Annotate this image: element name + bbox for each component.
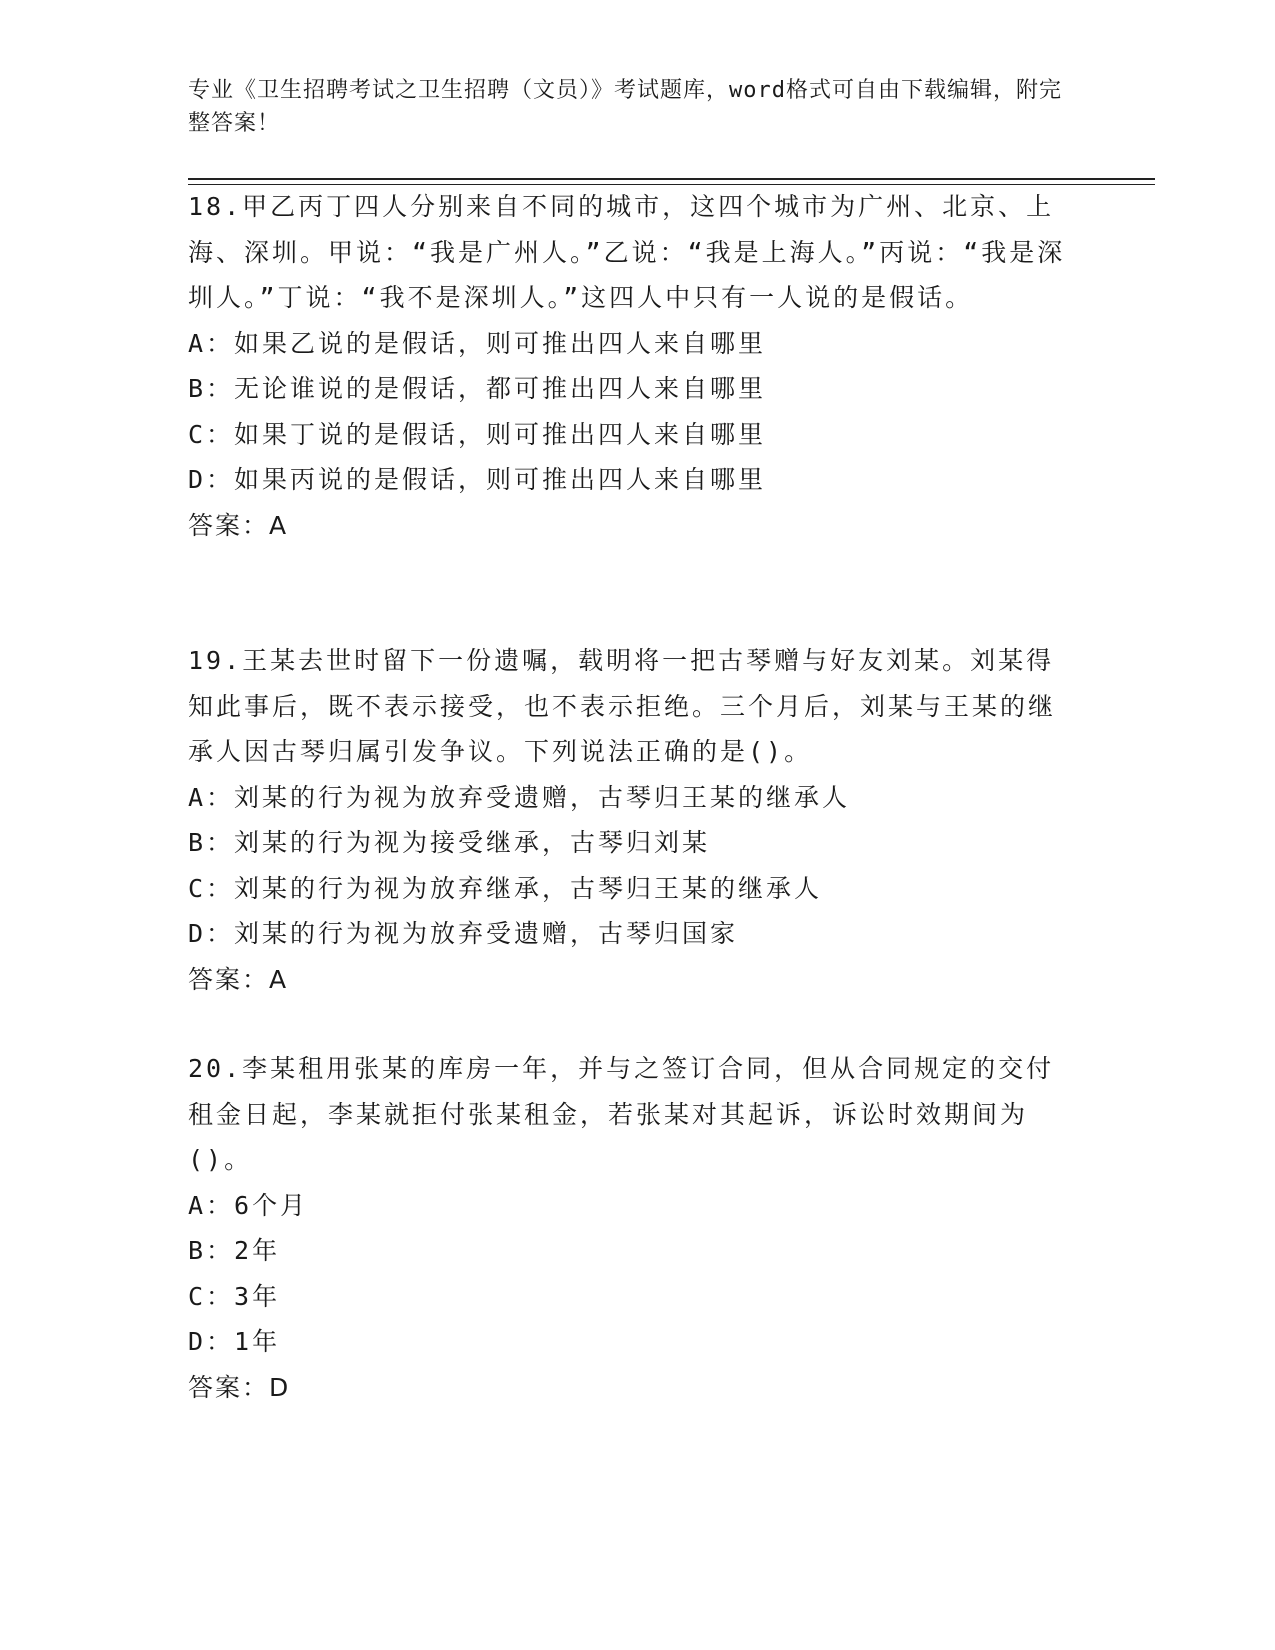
question-18 xyxy=(188,184,1068,548)
question-19 xyxy=(188,638,1068,1002)
option-a: A：刘某的行为视为放弃受遗赠，古琴归王某的继承人 xyxy=(188,782,851,812)
option-d: D：1年 xyxy=(188,1327,281,1356)
option-b: B：无论谁说的是假话，都可推出四人来自哪里 xyxy=(188,374,767,403)
question-stem: 20.李某租用张某的库房一年，并与之签订合同，但从合同规定的交付租金日起，李某就拒付张某租金，若张某对其起诉，诉讼时效期间为()。 xyxy=(188,1054,1055,1174)
question-stem: 19.王某去世时留下一份遗嘱，载明将一把古琴赠与好友刘某。刘某得知此事后，既不表示接受，也不表示拒绝。三个月后，刘某与王某的继承人因古琴归属引发争议。下列说法正确的是()。 xyxy=(188,646,1057,766)
header-divider-thick xyxy=(188,178,1155,180)
question-20 xyxy=(188,1046,1068,1410)
option-b: B：2年 xyxy=(188,1236,281,1265)
option-a: A：6个月 xyxy=(188,1190,309,1220)
answer-line: 答案：A xyxy=(188,510,289,540)
question-stem: 18.甲乙丙丁四人分别来自不同的城市，这四个城市为广州、北京、上海、深圳。甲说：“我是广州人。”乙说：“我是上海人。”丙说：“我是深圳人。”丁说：“我不是深圳人。”这四人中只有一人说的是假话。 xyxy=(188,192,1066,312)
option-c: C：3年 xyxy=(188,1281,281,1311)
option-a: A：如果乙说的是假话，则可推出四人来自哪里 xyxy=(188,328,767,358)
answer-line: 答案：A xyxy=(188,964,289,994)
option-c: C：如果丁说的是假话，则可推出四人来自哪里 xyxy=(188,419,767,449)
option-c: C：刘某的行为视为放弃继承，古琴归王某的继承人 xyxy=(188,873,823,903)
option-d: D：刘某的行为视为放弃受遗赠，古琴归国家 xyxy=(188,919,739,948)
option-b: B：刘某的行为视为接受继承，古琴归刘某 xyxy=(188,828,711,857)
answer-line: 答案：D xyxy=(188,1372,291,1402)
option-d: D：如果丙说的是假话，则可推出四人来自哪里 xyxy=(188,465,767,494)
document-header: 专业《卫生招聘考试之卫生招聘（文员）》考试题库，word格式可自由下载编辑，附完整答案！ xyxy=(188,78,1062,136)
